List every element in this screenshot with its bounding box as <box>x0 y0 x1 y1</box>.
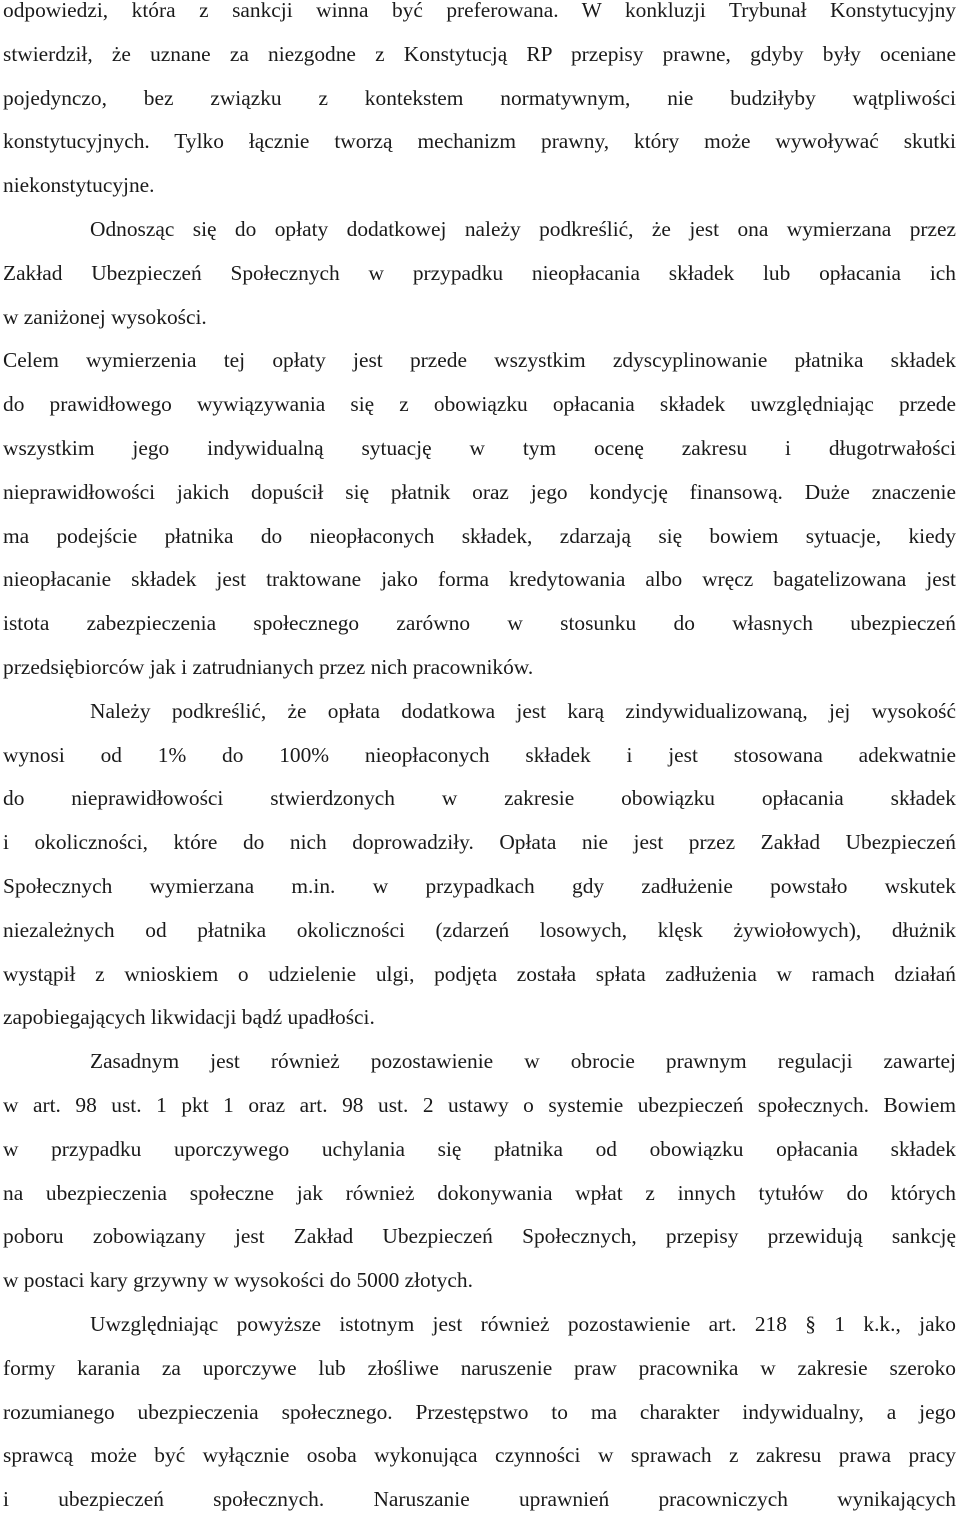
text-line-content: Uwzględniając powyższe istotnym jest również pozostawienie art. 218 § 1 k.k., jako <box>90 1311 956 1336</box>
text-line-content: do nieprawidłowości stwierdzonych w zakresie obowiązku opłacania składek <box>3 786 956 811</box>
text-line-content: istota zabezpieczenia społecznego zarówno w stosunku do własnych ubezpieczeń <box>3 611 956 636</box>
text-line <box>3 1215 956 1259</box>
text-line <box>3 690 956 734</box>
text-line <box>3 1391 956 1435</box>
text-line <box>3 865 956 909</box>
text-line-content: w postaci kary grzywny w wysokości do 5000 złotych. <box>3 1268 473 1293</box>
text-line-content: odpowiedzi, która z sankcji winna być preferowana. W konkluzji Trybunał Konstytucyjny <box>3 0 956 22</box>
text-line-content: wystąpił z wnioskiem o udzielenie ulgi, podjęta została spłata zadłużenia w ramach działań <box>3 961 956 986</box>
text-line-content: Celem wymierzenia tej opłaty jest przede wszystkim zdyscyplinowanie płatnika składek <box>3 348 956 373</box>
text-line-content: sprawcą może być wyłącznie osoba wykonująca czynności w sprawach z zakresu prawa pracy <box>3 1443 956 1468</box>
text-line <box>3 1084 956 1128</box>
text-line-content: do prawidłowego wywiązywania się z obowiązku opłacania składek uwzględniając przede <box>3 392 956 417</box>
text-line <box>3 909 956 953</box>
text-line-content: wszystkim jego indywidualną sytuację w tym ocenę zakresu i długotrwałości <box>3 435 956 460</box>
text-line <box>3 1347 956 1391</box>
text-line <box>3 208 956 252</box>
text-line <box>3 777 956 821</box>
text-line <box>3 1172 956 1216</box>
text-line <box>3 953 956 997</box>
text-line <box>3 252 956 296</box>
text-line-content: przedsiębiorców jak i zatrudnianych przez nich pracowników. <box>3 654 534 679</box>
text-line-content: ma podejście płatnika do nieopłaconych składek, zdarzają się bowiem sytuacje, kiedy <box>3 523 956 548</box>
text-line <box>3 734 956 778</box>
text-line <box>3 515 956 559</box>
text-line <box>3 164 956 208</box>
text-line <box>3 1303 956 1347</box>
text-line-content: poboru zobowiązany jest Zakład Ubezpieczeń Społecznych, przepisy przewidują sankcję <box>3 1224 956 1249</box>
text-line <box>3 0 956 33</box>
text-line <box>3 602 956 646</box>
text-line-content: stwierdził, że uznane za niezgodne z Konstytucją RP przepisy prawne, gdyby były oceniane <box>3 41 956 66</box>
text-line-content: zapobiegających likwidacji bądź upadłości. <box>3 1005 375 1030</box>
text-line <box>3 646 956 690</box>
text-line-content: formy karania za uporczywe lub złośliwe naruszenie praw pracownika w zakresie szeroko <box>3 1355 956 1380</box>
text-line-content: pojedynczo, bez związku z kontekstem normatywnym, nie budziłyby wątpliwości <box>3 85 956 110</box>
text-line-content: na ubezpieczenia społeczne jak również dokonywania wpłat z innych tytułów do których <box>3 1180 956 1205</box>
text-line <box>3 427 956 471</box>
text-line-content: w przypadku uporczywego uchylania się płatnika od obowiązku opłacania składek <box>3 1136 956 1161</box>
text-line <box>3 821 956 865</box>
text-line <box>3 1128 956 1172</box>
text-line <box>3 33 956 77</box>
text-line <box>3 1434 956 1478</box>
text-line <box>3 77 956 121</box>
text-line-content: konstytucyjnych. Tylko łącznie tworzą mechanizm prawny, który może wywoływać skutki <box>3 129 956 154</box>
text-line-content: i ubezpieczeń społecznych. Naruszanie uprawnień pracowniczych wynikających <box>3 1487 956 1512</box>
text-line-content: w art. 98 ust. 1 pkt 1 oraz art. 98 ust. 2 ustawy o systemie ubezpieczeń społecznych. Bowiem <box>3 1092 956 1117</box>
text-line-content: Zasadnym jest również pozostawienie w obrocie prawnym regulacji zawartej <box>90 1049 956 1074</box>
text-line-content: rozumianego ubezpieczenia społecznego. Przestępstwo to ma charakter indywidualny, a jego <box>3 1399 956 1424</box>
text-line-content: w zaniżonej wysokości. <box>3 304 207 329</box>
text-line <box>3 296 956 340</box>
text-line-content: Odnosząc się do opłaty dodatkowej należy podkreślić, że jest ona wymierzana przez <box>90 216 956 241</box>
text-line <box>3 1478 956 1522</box>
text-line-content: niekonstytucyjne. <box>3 173 155 198</box>
text-line <box>3 1040 956 1084</box>
text-line <box>3 996 956 1040</box>
text-line-content: i okoliczności, które do nich doprowadziły. Opłata nie jest przez Zakład Ubezpieczeń <box>3 830 956 855</box>
text-line-content: Zakład Ubezpieczeń Społecznych w przypadku nieopłacania składek lub opłacania ich <box>3 260 956 285</box>
text-line <box>3 339 956 383</box>
text-line-content: Społecznych wymierzana m.in. w przypadkach gdy zadłużenie powstało wskutek <box>3 873 956 898</box>
text-line <box>3 558 956 602</box>
text-line-content: wynosi od 1% do 100% nieopłaconych składek i jest stosowana adekwatnie <box>3 742 956 767</box>
text-line <box>3 120 956 164</box>
text-line-content: nieopłacanie składek jest traktowane jako forma kredytowania albo wręcz bagatelizowana jest <box>3 567 956 592</box>
text-line-content: niezależnych od płatnika okoliczności (zdarzeń losowych, klęsk żywiołowych), dłużnik <box>3 917 956 942</box>
text-line <box>3 1259 956 1303</box>
text-line-content: nieprawidłowości jakich dopuścił się płatnik oraz jego kondycję finansową. Duże znaczenie <box>3 479 956 504</box>
text-line <box>3 383 956 427</box>
text-line <box>3 471 956 515</box>
text-line-content: Należy podkreślić, że opłata dodatkowa jest karą zindywidualizowaną, jej wysokość <box>90 698 956 723</box>
